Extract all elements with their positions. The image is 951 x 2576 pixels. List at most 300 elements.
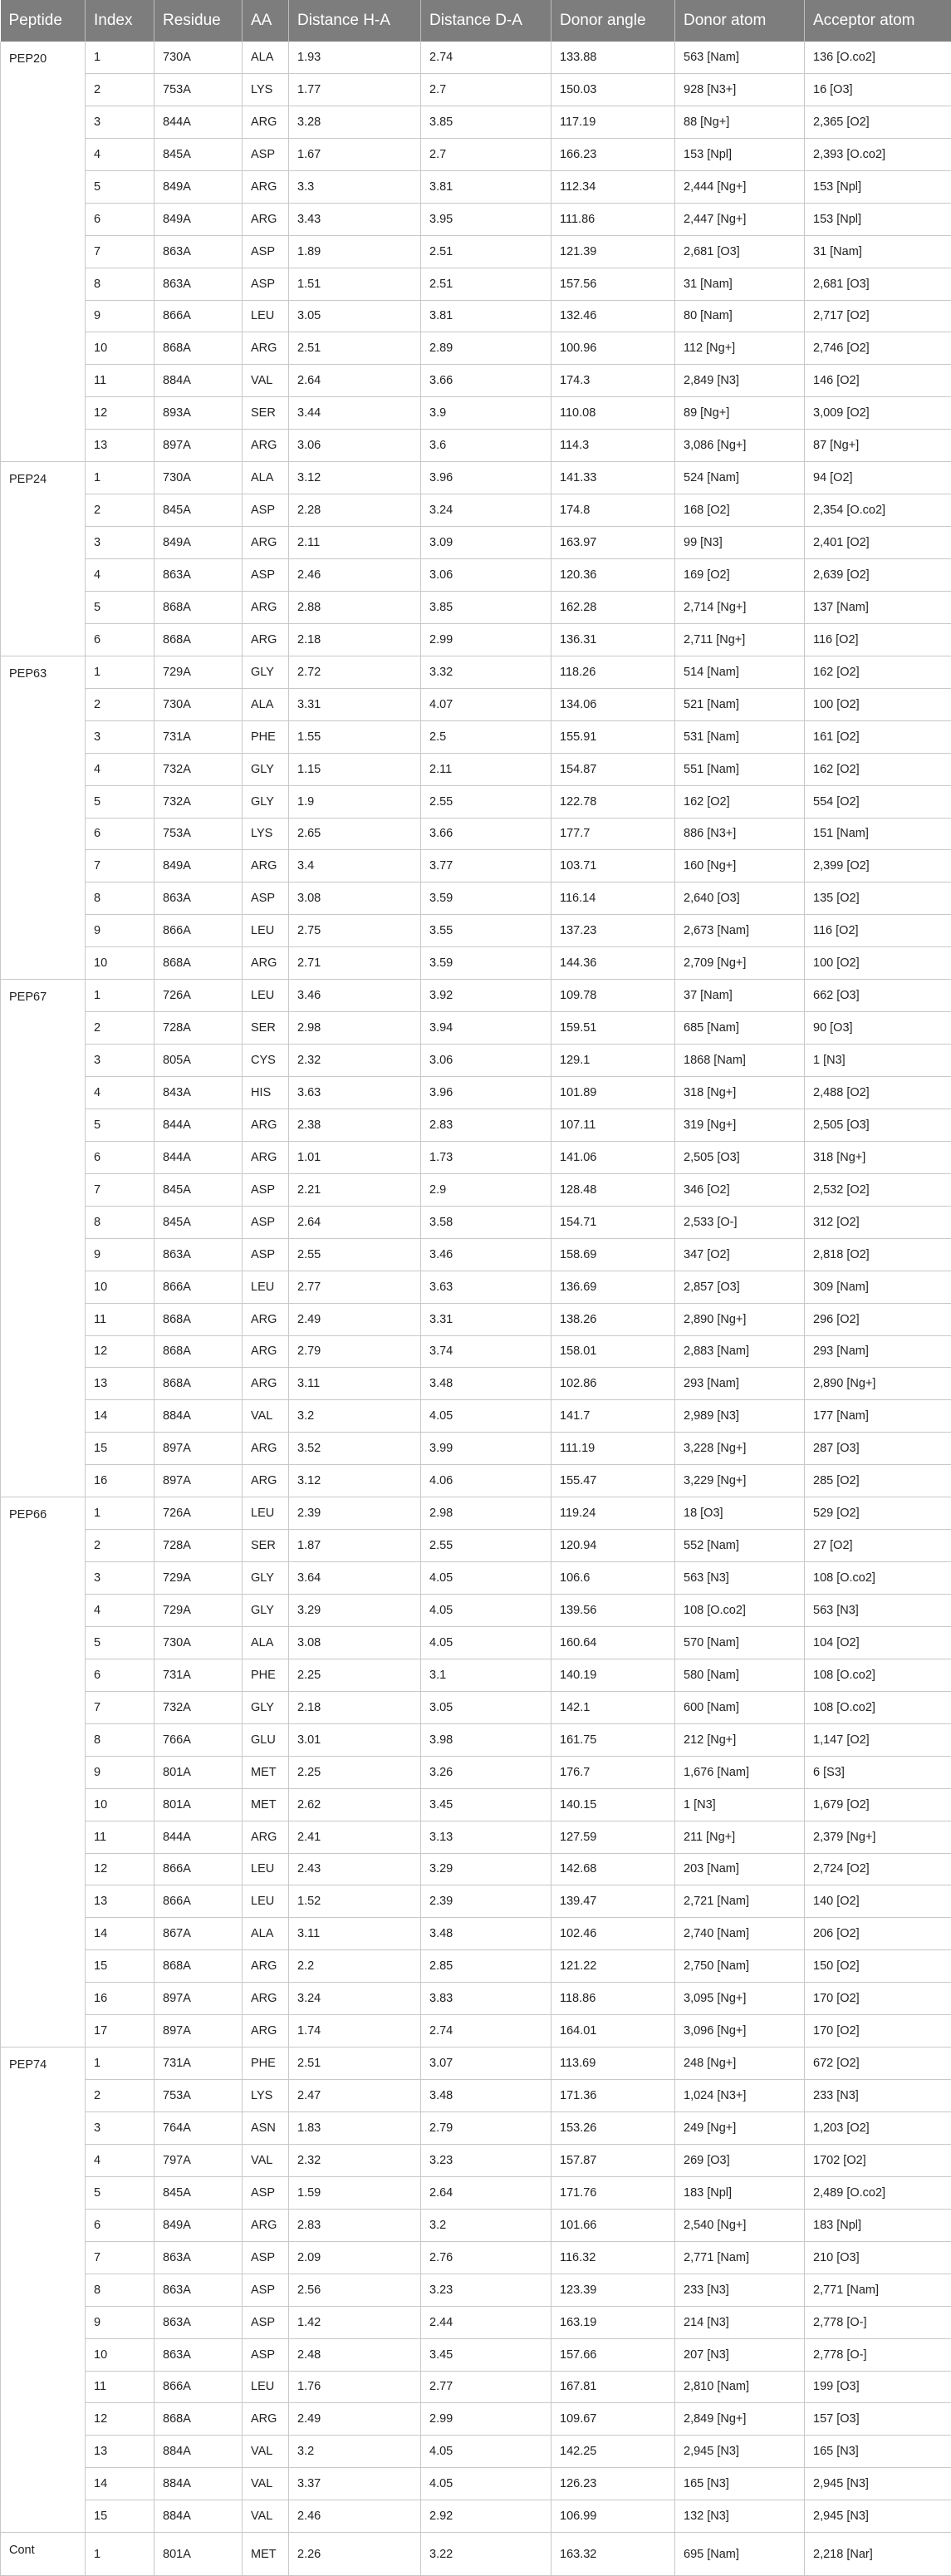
table-row (1, 2371, 951, 2403)
table-cell: 866A (154, 1853, 243, 1885)
table-cell: 2.98 (289, 1012, 421, 1045)
table-cell: 3.81 (421, 170, 551, 203)
table-cell: 552 [Nam] (675, 1530, 805, 1562)
table-cell: 3.83 (421, 1983, 551, 2015)
table-cell: VAL (243, 1400, 289, 1433)
table-cell: 521 [Nam] (675, 688, 805, 720)
table-cell: 928 [N3+] (675, 73, 805, 106)
table-cell: LEU (243, 1885, 289, 1918)
table-cell: 863A (154, 2274, 243, 2306)
table-cell: 142.25 (551, 2436, 675, 2468)
table-cell: 7 (86, 2241, 154, 2274)
table-cell: 2.77 (421, 2371, 551, 2403)
table-cell: 3,095 [Ng+] (675, 1983, 805, 2015)
table-cell: 3.45 (421, 1788, 551, 1821)
table-row (1, 559, 951, 592)
table-cell: 844A (154, 1821, 243, 1853)
table-cell: PHE (243, 1659, 289, 1691)
table-cell: 13 (86, 1885, 154, 1918)
peptide-cell: PEP63 (1, 656, 86, 979)
table-row (1, 1626, 951, 1659)
table-cell: 10 (86, 1271, 154, 1303)
table-cell: ARG (243, 1303, 289, 1335)
table-cell: ARG (243, 1821, 289, 1853)
table-cell: 2,890 [Ng+] (675, 1303, 805, 1335)
peptide-cell: PEP24 (1, 462, 86, 656)
table-cell: 1.89 (289, 235, 421, 268)
table-cell: 3.66 (421, 818, 551, 850)
table-cell: 2.64 (421, 2176, 551, 2209)
table-cell: 139.56 (551, 1595, 675, 1627)
table-row (1, 2306, 951, 2338)
table-cell: GLY (243, 1562, 289, 1595)
table-cell: 2,771 [Nam] (675, 2241, 805, 2274)
table-row (1, 980, 951, 1012)
table-cell: 121.39 (551, 235, 675, 268)
table-cell: 2.9 (421, 1173, 551, 1206)
table-cell: 211 [Ng+] (675, 1821, 805, 1853)
table-cell: ASP (243, 2274, 289, 2306)
table-cell: 2.39 (289, 1497, 421, 1530)
table-row (1, 785, 951, 818)
table-cell: LEU (243, 1271, 289, 1303)
table-cell: 893A (154, 397, 243, 430)
table-cell: ARG (243, 106, 289, 138)
table-cell: 111.19 (551, 1433, 675, 1465)
table-cell: 141.06 (551, 1141, 675, 1173)
table-cell: 3.48 (421, 1918, 551, 1950)
table-cell: 170 [O2] (805, 1983, 951, 2015)
table-cell: 12 (86, 1335, 154, 1368)
table-cell: 2.11 (421, 753, 551, 785)
table-cell: 732A (154, 1691, 243, 1723)
table-cell: ASP (243, 1173, 289, 1206)
column-header: Peptide (1, 0, 86, 42)
table-row (1, 1595, 951, 1627)
table-cell: 309 [Nam] (805, 1271, 951, 1303)
table-row (1, 1465, 951, 1497)
table-cell: 157.56 (551, 268, 675, 300)
table-row (1, 1950, 951, 1983)
table-cell: 1.01 (289, 1141, 421, 1173)
table-cell: ASP (243, 2338, 289, 2371)
table-cell: LEU (243, 915, 289, 947)
table-row (1, 2338, 951, 2371)
table-cell: ARG (243, 1983, 289, 2015)
table-cell: 104 [O2] (805, 1626, 951, 1659)
table-cell: 570 [Nam] (675, 1626, 805, 1659)
table-cell: LEU (243, 300, 289, 332)
table-cell: 2,724 [O2] (805, 1853, 951, 1885)
table-cell: 157.66 (551, 2338, 675, 2371)
table-row (1, 882, 951, 915)
table-cell: 31 [Nam] (675, 268, 805, 300)
table-row (1, 720, 951, 753)
table-cell: 1,679 [O2] (805, 1788, 951, 1821)
table-cell: 106.99 (551, 2500, 675, 2533)
table-cell: 2,883 [Nam] (675, 1335, 805, 1368)
table-cell: 1868 [Nam] (675, 1045, 805, 1077)
table-cell: 160.64 (551, 1626, 675, 1659)
table-cell: 2.76 (421, 2241, 551, 2274)
table-cell: 863A (154, 2306, 243, 2338)
table-cell: 732A (154, 785, 243, 818)
table-row (1, 1885, 951, 1918)
table-cell: 2.41 (289, 1821, 421, 1853)
table-cell: 845A (154, 1173, 243, 1206)
table-cell: 695 [Nam] (675, 2533, 805, 2576)
table-cell: 3.92 (421, 980, 551, 1012)
table-cell: 4 (86, 1077, 154, 1109)
table-cell: 293 [Nam] (675, 1368, 805, 1400)
table-cell: 866A (154, 2371, 243, 2403)
table-cell: ALA (243, 462, 289, 494)
table-cell: 1 [N3] (805, 1045, 951, 1077)
table-cell: ALA (243, 688, 289, 720)
table-cell: 2,771 [Nam] (805, 2274, 951, 2306)
table-cell: 106.6 (551, 1562, 675, 1595)
table-cell: VAL (243, 2500, 289, 2533)
table-cell: 6 (86, 818, 154, 850)
table-cell: 2,681 [O3] (675, 235, 805, 268)
table-cell: ASP (243, 138, 289, 170)
table-cell: 863A (154, 882, 243, 915)
table-row (1, 268, 951, 300)
table-cell: 3 (86, 1562, 154, 1595)
table-cell: 531 [Nam] (675, 720, 805, 753)
table-cell: 2,489 [O.co2] (805, 2176, 951, 2209)
table-cell: 94 [O2] (805, 462, 951, 494)
table-cell: 116 [O2] (805, 623, 951, 656)
table-cell: 2,857 [O3] (675, 1271, 805, 1303)
table-cell: 805A (154, 1045, 243, 1077)
table-cell: 10 (86, 332, 154, 365)
table-row (1, 1756, 951, 1788)
table-cell: 729A (154, 656, 243, 688)
table-cell: 863A (154, 235, 243, 268)
table-cell: 2.28 (289, 494, 421, 527)
table-cell: 127.59 (551, 1821, 675, 1853)
table-cell: ARG (243, 2403, 289, 2436)
table-cell: 109.67 (551, 2403, 675, 2436)
table-cell: 176.7 (551, 1756, 675, 1788)
table-cell: LYS (243, 818, 289, 850)
table-cell: 2 (86, 73, 154, 106)
table-cell: 110.08 (551, 397, 675, 430)
table-cell: 157.87 (551, 2144, 675, 2176)
table-cell: 2.55 (421, 1530, 551, 1562)
table-body (1, 42, 951, 2576)
table-cell: 2,399 [O2] (805, 850, 951, 882)
table-cell: 844A (154, 1141, 243, 1173)
table-cell: 551 [Nam] (675, 753, 805, 785)
table-cell: 868A (154, 591, 243, 623)
table-cell: 15 (86, 1433, 154, 1465)
table-cell: 2.77 (289, 1271, 421, 1303)
table-row (1, 1173, 951, 1206)
table-cell: 14 (86, 2468, 154, 2500)
table-cell: 248 [Ng+] (675, 2048, 805, 2080)
table-cell: 3.26 (421, 1756, 551, 1788)
table-cell: 8 (86, 268, 154, 300)
table-row (1, 1400, 951, 1433)
table-cell: 3.44 (289, 397, 421, 430)
table-cell: 5 (86, 2176, 154, 2209)
table-cell: 108 [O.co2] (805, 1562, 951, 1595)
column-header: Donor atom (675, 0, 805, 42)
table-cell: 210 [O3] (805, 2241, 951, 2274)
table-cell: 168 [O2] (675, 494, 805, 527)
table-cell: 2,365 [O2] (805, 106, 951, 138)
table-cell: 2,640 [O3] (675, 882, 805, 915)
table-cell: 3 (86, 2112, 154, 2145)
table-cell: ARG (243, 623, 289, 656)
table-cell: ASP (243, 2241, 289, 2274)
table-cell: 3.37 (289, 2468, 421, 2500)
table-cell: 6 (86, 2209, 154, 2241)
table-cell: LYS (243, 2080, 289, 2112)
table-row (1, 42, 951, 73)
table-cell: 13 (86, 430, 154, 462)
table-cell: 2 (86, 494, 154, 527)
table-cell: 136.69 (551, 1271, 675, 1303)
table-cell: 3.96 (421, 462, 551, 494)
table-cell: 3 (86, 106, 154, 138)
table-cell: 4.05 (421, 1626, 551, 1659)
table-cell: 2,393 [O.co2] (805, 138, 951, 170)
table-cell: 4.05 (421, 1400, 551, 1433)
table-cell: 113.69 (551, 2048, 675, 2080)
table-row (1, 1788, 951, 1821)
table-cell: 99 [N3] (675, 527, 805, 559)
table-cell: ASP (243, 494, 289, 527)
table-row (1, 1853, 951, 1885)
table-cell: 1.74 (289, 2015, 421, 2048)
table-cell: 3,229 [Ng+] (675, 1465, 805, 1497)
table-cell: 731A (154, 2048, 243, 2080)
table-row (1, 1303, 951, 1335)
table-cell: 2.74 (421, 2015, 551, 2048)
table-cell: 11 (86, 365, 154, 397)
table-cell: 136.31 (551, 623, 675, 656)
table-cell: 154.71 (551, 1206, 675, 1238)
table-cell: 129.1 (551, 1045, 675, 1077)
table-cell: GLY (243, 656, 289, 688)
table-cell: 4.05 (421, 1595, 551, 1627)
table-cell: 6 (86, 1659, 154, 1691)
table-cell: 2.83 (289, 2209, 421, 2241)
table-cell: 801A (154, 1756, 243, 1788)
table-cell: 2,849 [N3] (675, 365, 805, 397)
table-cell: 2,945 [N3] (805, 2468, 951, 2500)
table-cell: ARG (243, 527, 289, 559)
table-cell: MET (243, 2533, 289, 2576)
table-cell: 16 (86, 1465, 154, 1497)
table-cell: 2.32 (289, 2144, 421, 2176)
table-cell: 2.47 (289, 2080, 421, 2112)
table-cell: 37 [Nam] (675, 980, 805, 1012)
table-cell: 183 [Npl] (805, 2209, 951, 2241)
table-cell: 3.48 (421, 1368, 551, 1400)
table-cell: ASN (243, 2112, 289, 2145)
table-cell: 868A (154, 1950, 243, 1983)
table-row (1, 850, 951, 882)
table-cell: 10 (86, 2338, 154, 2371)
table-cell: 2.72 (289, 656, 421, 688)
table-cell: 3.29 (421, 1853, 551, 1885)
table-cell: 5 (86, 591, 154, 623)
table-cell: 3.32 (421, 656, 551, 688)
table-cell: 169 [O2] (675, 559, 805, 592)
table-cell: ARG (243, 1950, 289, 1983)
table-cell: 2.18 (289, 623, 421, 656)
table-cell: 2.55 (289, 1238, 421, 1271)
table-cell: 3.96 (421, 1077, 551, 1109)
table-cell: 177.7 (551, 818, 675, 850)
table-cell: 13 (86, 1368, 154, 1400)
table-cell: GLY (243, 1595, 289, 1627)
table-cell: 2,447 [Ng+] (675, 203, 805, 235)
table-cell: ALA (243, 42, 289, 73)
table-row (1, 203, 951, 235)
table-cell: 3.3 (289, 170, 421, 203)
table-cell: ARG (243, 332, 289, 365)
table-cell: 2.09 (289, 2241, 421, 2274)
table-cell: 753A (154, 818, 243, 850)
table-cell: 866A (154, 1271, 243, 1303)
table-cell: 8 (86, 1206, 154, 1238)
table-cell: 1.73 (421, 1141, 551, 1173)
table-row (1, 2241, 951, 2274)
table-cell: 3.2 (289, 1400, 421, 1433)
table-cell: 165 [N3] (805, 2436, 951, 2468)
table-cell: 4.06 (421, 1465, 551, 1497)
table-cell: 3.1 (421, 1659, 551, 1691)
table-cell: 3.08 (289, 1626, 421, 1659)
table-cell: 112.34 (551, 170, 675, 203)
table-cell: 7 (86, 850, 154, 882)
table-row (1, 300, 951, 332)
table-cell: 2.79 (289, 1335, 421, 1368)
table-cell: 2.46 (289, 2500, 421, 2533)
table-cell: 162 [O2] (805, 753, 951, 785)
table-cell: 3.99 (421, 1433, 551, 1465)
table-cell: 4 (86, 1595, 154, 1627)
table-cell: 153 [Npl] (805, 170, 951, 203)
table-cell: 2.7 (421, 138, 551, 170)
table-cell: 2.98 (421, 1497, 551, 1530)
table-cell: 17 (86, 2015, 154, 2048)
table-cell: 296 [O2] (805, 1303, 951, 1335)
table-cell: 6 (86, 1141, 154, 1173)
table-cell: SER (243, 397, 289, 430)
table-cell: 103.71 (551, 850, 675, 882)
table-cell: 1.59 (289, 2176, 421, 2209)
table-cell: GLY (243, 1691, 289, 1723)
table-cell: 2,778 [O-] (805, 2338, 951, 2371)
table-cell: 2,639 [O2] (805, 559, 951, 592)
table-cell: 2.85 (421, 1950, 551, 1983)
table-cell: 2,673 [Nam] (675, 915, 805, 947)
table-cell: 10 (86, 1788, 154, 1821)
table-cell: 2.38 (289, 1109, 421, 1141)
table-cell: 116.14 (551, 882, 675, 915)
table-cell: 161.75 (551, 1723, 675, 1756)
table-cell: 2,505 [O3] (675, 1141, 805, 1173)
table-cell: 116.32 (551, 2241, 675, 2274)
table-cell: 2.83 (421, 1109, 551, 1141)
table-cell: 868A (154, 623, 243, 656)
table-cell: 2.39 (421, 1885, 551, 1918)
table-cell: 139.47 (551, 1885, 675, 1918)
peptide-cell: PEP20 (1, 42, 86, 462)
table-cell: 1.15 (289, 753, 421, 785)
table-cell: 5 (86, 170, 154, 203)
table-cell: 3.06 (421, 559, 551, 592)
table-cell: 2,488 [O2] (805, 1077, 951, 1109)
table-cell: 2,740 [Nam] (675, 1918, 805, 1950)
table-cell: 119.24 (551, 1497, 675, 1530)
table-cell: 1 (86, 42, 154, 73)
table-row (1, 2436, 951, 2468)
table-cell: GLU (243, 1723, 289, 1756)
table-cell: 89 [Ng+] (675, 397, 805, 430)
table-cell: 285 [O2] (805, 1465, 951, 1497)
table-row (1, 1821, 951, 1853)
table-cell: 2,890 [Ng+] (805, 1368, 951, 1400)
table-cell: 163.97 (551, 527, 675, 559)
table-cell: 170 [O2] (805, 2015, 951, 2048)
table-cell: 122.78 (551, 785, 675, 818)
table-cell: 3.74 (421, 1335, 551, 1368)
table-cell: 8 (86, 1723, 154, 1756)
table-cell: 866A (154, 915, 243, 947)
table-cell: 150.03 (551, 73, 675, 106)
table-cell: ARG (243, 1109, 289, 1141)
table-cell: 1.83 (289, 2112, 421, 2145)
table-cell: 199 [O3] (805, 2371, 951, 2403)
table-cell: 6 (86, 623, 154, 656)
table-cell: 2,818 [O2] (805, 1238, 951, 1271)
table-cell: ASP (243, 882, 289, 915)
table-cell: 3.12 (289, 462, 421, 494)
table-cell: 3.48 (421, 2080, 551, 2112)
table-cell: 726A (154, 980, 243, 1012)
table-cell: 347 [O2] (675, 1238, 805, 1271)
table-cell: 728A (154, 1012, 243, 1045)
table-row (1, 2533, 951, 2576)
table-cell: 3.09 (421, 527, 551, 559)
table-cell: 884A (154, 365, 243, 397)
table-row (1, 170, 951, 203)
table-cell: 2.49 (289, 2403, 421, 2436)
table-cell: 101.66 (551, 2209, 675, 2241)
table-cell: 3.85 (421, 106, 551, 138)
table-row (1, 623, 951, 656)
table-cell: 1,147 [O2] (805, 1723, 951, 1756)
table-cell: 2 (86, 688, 154, 720)
header-row (1, 0, 951, 42)
table-cell: 2.99 (421, 2403, 551, 2436)
table-cell: 153 [Npl] (675, 138, 805, 170)
table-cell: 2.64 (289, 365, 421, 397)
table-cell: 3,228 [Ng+] (675, 1433, 805, 1465)
column-header: Acceptor atom (805, 0, 951, 42)
table-cell: 1.51 (289, 268, 421, 300)
table-cell: 6 [S3] (805, 1756, 951, 1788)
table-cell: 8 (86, 882, 154, 915)
table-row (1, 527, 951, 559)
